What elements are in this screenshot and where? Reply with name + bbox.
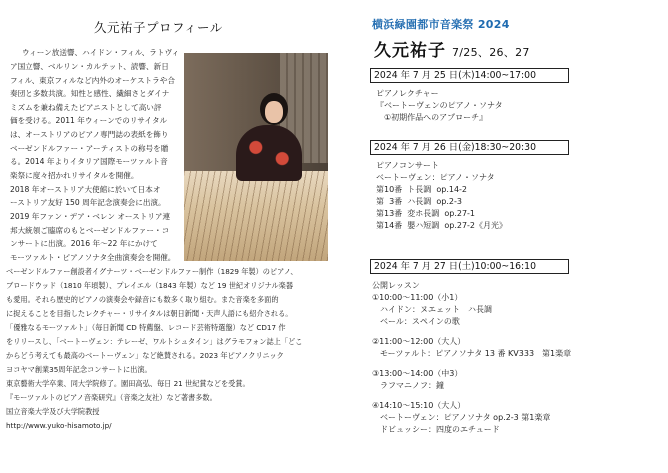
bio-line: に捉えることを目指したレクチャー・リサイタルは朝日新聞・天声人語にも紹介される。 (6, 309, 293, 318)
day2-line: 第10番 ト長調 op.14-2 (376, 185, 468, 194)
bio-line: ーストリア友好 150 周年記念演奏会に出演。 (10, 198, 166, 207)
bio-line: モーツァルト・ピアノソナタ全曲演奏会を開催。 (10, 253, 176, 262)
bio-line: ンサートに出演。2016 年～22 年にかけて (10, 239, 158, 248)
day3-line: ②11:00～12:00（大人） (372, 337, 466, 346)
bio-line: ア国立響、ベルリン・カルテット、読響、新日 (10, 62, 169, 71)
website-link[interactable]: http://www.yuko-hisamoto.jp/ (6, 421, 112, 430)
bio-line: ベーゼンドルファー創設者イグナーツ・ベーゼンドルファー制作（1829 年製）のピアノ、 (6, 267, 298, 276)
day3-line: ベートーヴェン：ピアノソナタ op.2-3 第1楽章 (372, 413, 551, 422)
bio-line: 『モーツァルトのピアノ音楽研究』（音楽之友社）など著書多数。 (6, 393, 217, 402)
bio-line: をリリースし、「ベートーヴェン：テレーゼ、ワルトシュタイン」はグラモフォン誌上「どこ (6, 337, 303, 346)
bio-line: 2018 年オーストリア大使館に於いて日本オ (10, 185, 161, 194)
bio-line: る。2014 年よりイタリア国際モーツァルト音 (10, 157, 168, 166)
performance-dates: 7/25、26、27 (452, 46, 530, 59)
day2-line: ピアノコンサート (376, 161, 439, 170)
day1-line: 『ベートーヴェンのピアノ・ソナタ (376, 101, 503, 110)
day3-line: ①10:00～11:00（小1） (372, 293, 463, 302)
bio-line: ベーゼンドルファー・アーティストの称号を贈 (10, 144, 169, 153)
day2-line: 第 3番 ハ長調 op.2-3 (376, 197, 462, 206)
bio-line: 国立音楽大学及び大学院教授 (6, 407, 100, 416)
day1-line: ピアノレクチャー (376, 89, 439, 98)
day2-header: 2024 年 7 月 26 日(金)18:30~20:30 (370, 140, 569, 155)
bio-line: からどう考えても最高のベートーヴェン」など絶賛される。2023 年ピアノクリニック (6, 351, 284, 360)
bio-line: ミズムを兼ね備えたピアニストとして高い評 (10, 103, 162, 112)
profile-title: 久元祐子プロフィール (94, 20, 223, 35)
day3-header: 2024 年 7 月 27 日(土)10:00~16:10 (370, 259, 569, 274)
day3-line: ハイドン：ヌエェット ハ長調 (372, 305, 492, 314)
day2-line: ベートーヴェン：ピアノ・ソナタ (376, 173, 495, 182)
bio-line: も愛用。それら歴史的ピアノの演奏会や録音にも数多く取り組む。また音楽を多面的 (6, 295, 279, 304)
day2-line: 第13番 変ホ長調 op.27-1 (376, 209, 476, 218)
bio-line: ウィーン放送響、ハイドン・フィル、ラトヴィ (22, 48, 180, 57)
bio-line: 2019 年ファン・デア・ベレン オーストリア連 (10, 212, 171, 221)
bio-line: 邦大統領ご臨席のもとベーゼンドルファー・コ (10, 226, 170, 235)
day3-line: ドビュッシー：四度のエチュード (372, 425, 500, 434)
bio-line: ヨコヤマ創業35周年記念コンサートに出演。 (6, 365, 152, 374)
bio-line: 価を受ける。2011 年ウィーンでのリサイタル (10, 116, 168, 125)
bio-line: 「優雅なるモーツァルト」（毎日新聞 CD 特薦盤、レコード芸術特選盤）など CD17 作 (6, 323, 286, 332)
performer-heading (374, 36, 530, 61)
day3-line: 公開レッスン (372, 281, 420, 290)
schedule-column (364, 0, 664, 473)
bio-line: 奏団と多数共演。知性と感性、繊細さとダイナ (10, 89, 170, 98)
festival-title: 横浜緑園都市音楽祭 2024 (372, 18, 510, 31)
day1-line: ①初期作品へのアプローチ』 (376, 113, 488, 122)
bio-line: フィル、東京フィルなど内外のオーケストラや合 (10, 76, 175, 85)
day3-line: ③13:00～14:00（中3） (372, 369, 463, 378)
bio-line: は、オーストリアのピアノ専門誌の表紙を飾り (10, 130, 169, 139)
day3-line: ④14:10～15:10（大人） (372, 401, 466, 410)
pianist-photo (184, 53, 328, 261)
performer-name: 久元祐子 (374, 41, 446, 61)
bio-line: 東京藝術大学卒業、同大学院修了。園田高弘、毎日 21 世紀賞などを受賞。 (6, 379, 250, 388)
day3-line: モーツァルト：ピアノソナタ 13 番 KV333 第1楽章 (372, 349, 572, 358)
day3-line: ベール：スペインの歌 (372, 317, 460, 326)
day2-line: 第14番 嬰ハ短調 op.27-2《月光》 (376, 221, 508, 230)
day1-header: 2024 年 7 月 25 日(木)14:00~17:00 (370, 68, 569, 83)
bio-line: ブロードウッド（1810 年頃製）、プレイエル（1843 年製）など 19 世紀オリジナル楽器 (6, 281, 294, 290)
bio-line: 楽祭に度々招かれリサイタルを開催。 (10, 171, 139, 180)
day3-line: ラフマニノフ：鐘 (372, 381, 444, 390)
